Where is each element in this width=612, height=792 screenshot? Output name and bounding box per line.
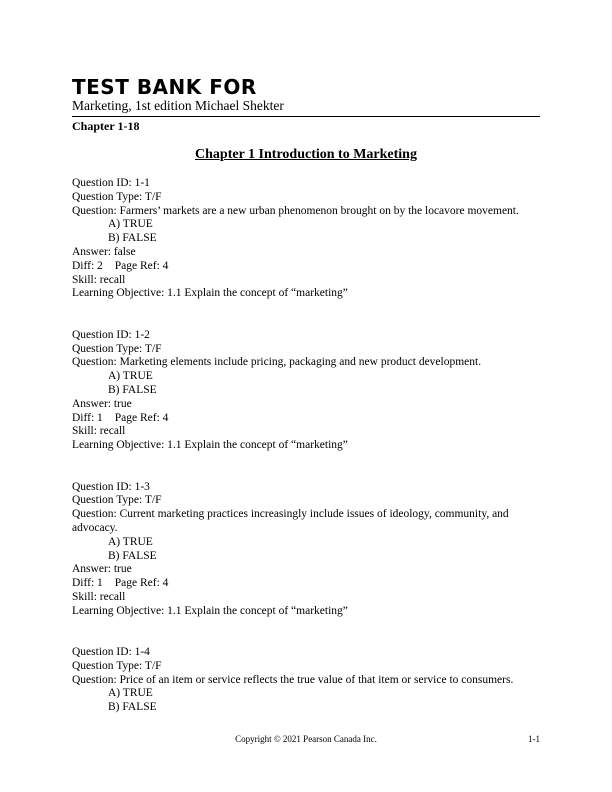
page-number: 1-1 [528,734,540,744]
difficulty-line [72,577,540,591]
option-a: A) TRUE [108,535,153,548]
question-id: Question ID: 1-3 [72,480,150,493]
option-b: B) FALSE [108,232,157,245]
option-b: B) FALSE [108,549,157,562]
header-rule [72,116,540,117]
question-text: Question: Current marketing practices increasingly include issues of ideology, community, and [72,508,509,521]
copyright-notice: Copyright © 2021 Pearson Canada Inc. [235,734,377,744]
difficulty: Diff: 1 [72,577,103,590]
question-type: Question Type: T/F [72,659,162,672]
question-block [72,329,540,453]
skill: Skill: recall [72,590,126,603]
learning-objective: Learning Objective: 1.1 Explain the concept of “marketing” [72,604,348,617]
option-b: B) FALSE [108,383,157,396]
skill: Skill: recall [72,273,126,286]
chapter-range: Chapter 1-18 [72,119,140,133]
question-text: Question: Price of an item or service reflects the true value of that item or service to consumers. [72,673,514,686]
answer: Answer: true [72,563,132,576]
learning-objective: Learning Objective: 1.1 Explain the concept of “marketing” [72,439,348,452]
option-b: B) FALSE [108,701,157,714]
option-a: A) TRUE [108,218,153,231]
question-list [72,177,540,743]
question-type: Question Type: T/F [72,190,162,203]
page-reference: Page Ref: 4 [114,411,169,424]
skill: Skill: recall [72,425,126,438]
question-type: Question Type: T/F [72,494,162,507]
question-id: Question ID: 1-2 [72,328,150,341]
page-reference: Page Ref: 4 [114,259,169,272]
question-block [72,177,540,301]
difficulty-line [72,412,540,426]
question-id: Question ID: 1-1 [72,177,150,189]
answer: Answer: false [72,245,136,258]
question-text-continued: advocacy. [72,521,118,534]
page-reference: Page Ref: 4 [114,577,169,590]
learning-objective: Learning Objective: 1.1 Explain the concept of “marketing” [72,287,348,300]
test-bank-banner: TEST BANK FOR [72,75,257,99]
difficulty: Diff: 1 [72,411,103,424]
question-text: Question: Farmers’ markets are a new urban phenomenon brought on by the locavore movement. [72,204,519,217]
difficulty-line [72,260,540,274]
question-text: Question: Marketing elements include pricing, packaging and new product development. [72,356,482,369]
question-block [72,646,540,715]
option-a: A) TRUE [108,687,153,700]
question-id: Question ID: 1-4 [72,646,150,659]
question-block [72,481,540,619]
book-subtitle: Marketing, 1st edition Michael Shekter [72,98,284,113]
answer: Answer: true [72,397,132,410]
option-a: A) TRUE [108,370,153,383]
difficulty: Diff: 2 [72,259,103,272]
chapter-title: Chapter 1 Introduction to Marketing [195,147,417,162]
question-type: Question Type: T/F [72,342,162,355]
